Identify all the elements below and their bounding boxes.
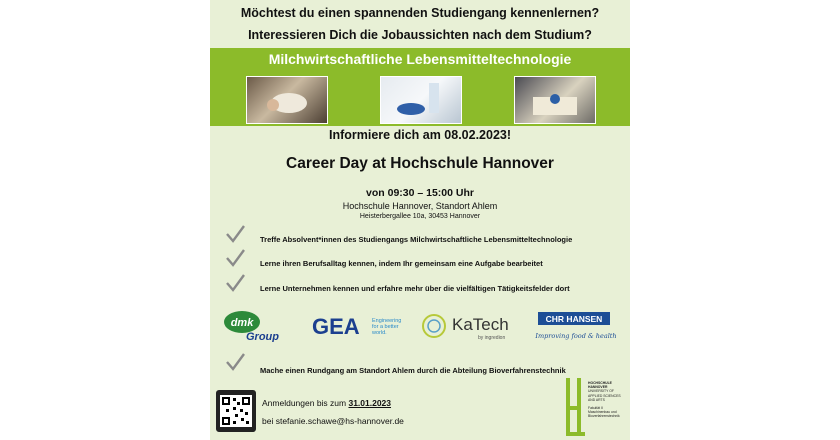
university-line3: UNIVERSITY OF [588, 389, 614, 394]
contact-email[interactable]: stefanie.schawe@hs-hannover.de [275, 416, 404, 426]
gea-logo [312, 312, 416, 340]
university-line2: HANNOVER [588, 385, 608, 390]
question-1: Möchtest du einen spannenden Studiengang kennenlernen? [240, 6, 600, 20]
checkmark-icon [224, 352, 246, 372]
chr-hansen-logo [528, 310, 624, 346]
university-line8: Bioverfahrenstechnik [588, 414, 620, 419]
gea-logo-text: GEA [312, 314, 360, 339]
chr-logo-text: CHR HANSEN [545, 314, 603, 324]
lab-photo-2 [380, 76, 462, 124]
bullet-item [224, 224, 630, 244]
gea-tagline-2: for a better [372, 324, 399, 330]
university-line7: Maschinenbau und [588, 410, 617, 415]
deadline-prefix: Anmeldungen bis zum [262, 398, 349, 408]
katech-logo [420, 310, 518, 342]
photo-strip [210, 70, 630, 126]
bullet-text: Lerne Unternehmen kennen und erfahre mehr über die vielfältigen Tätigkeitsfelder dort [260, 284, 570, 293]
checkmark-icon [224, 248, 246, 268]
checkmark-icon [224, 224, 246, 244]
registration-contact [262, 416, 404, 426]
university-line1: HOCHSCHULE [588, 381, 612, 385]
katech-logo-sub: by ingredion [478, 335, 506, 341]
qr-code [216, 390, 256, 432]
lab-photo-1 [246, 76, 328, 124]
university-line5: AND ARTS [588, 397, 605, 402]
dmk-logo-sub: Group [246, 331, 279, 342]
university-logo [566, 378, 630, 440]
bullet-item [224, 248, 630, 268]
registration-deadline [262, 398, 391, 408]
contact-prefix: bei [262, 416, 276, 426]
gea-tagline-1: Engineering [372, 318, 402, 324]
gea-tagline-3: world. [372, 330, 387, 336]
event-time: von 09:30 – 15:00 Uhr [366, 187, 474, 199]
deadline-date: 31.01.2023 [348, 398, 392, 408]
bullet-text: Treffe Absolvent*innen des Studiengangs Milchwirtschaftliche Lebensmitteltechnologie [260, 235, 573, 244]
event-title: Career Day at Hochschule Hannover [286, 155, 554, 172]
question-2: Interessieren Dich die Jobaussichten nach dem Studium? [248, 28, 592, 42]
event-location: Hochschule Hannover, Standort Ahlem [342, 201, 498, 211]
inform-date: Informiere dich am 08.02.2023! [328, 128, 512, 142]
event-address: Heisterbergallee 10a, 30453 Hannover [359, 213, 481, 220]
university-text [588, 381, 621, 419]
bullet-item [224, 352, 630, 374]
chr-tagline: Improving food & health [535, 332, 617, 340]
h-logo-icon [566, 378, 586, 438]
lab-photo-3 [514, 76, 596, 124]
bullet-item [224, 273, 630, 293]
dmk-logo [222, 310, 302, 342]
university-line6: Fakultät II [588, 406, 603, 411]
dmk-logo-text: dmk [230, 317, 254, 329]
event-poster [210, 0, 630, 440]
bullet-text: Mache einen Rundgang am Standort Ahlem durch die Abteilung Bioverfahrenstechnik [260, 366, 566, 375]
bullet-text: Lerne ihren Berufsalltag kennen, indem Ihr gemeinsam eine Aufgabe bearbeitet [260, 259, 543, 268]
katech-logo-text: KaTech [452, 315, 509, 334]
program-banner: Milchwirtschaftliche Lebensmitteltechnologie [210, 48, 630, 70]
checkmark-icon [224, 273, 246, 293]
university-line4: APPLIED SCIENCES [588, 393, 621, 398]
